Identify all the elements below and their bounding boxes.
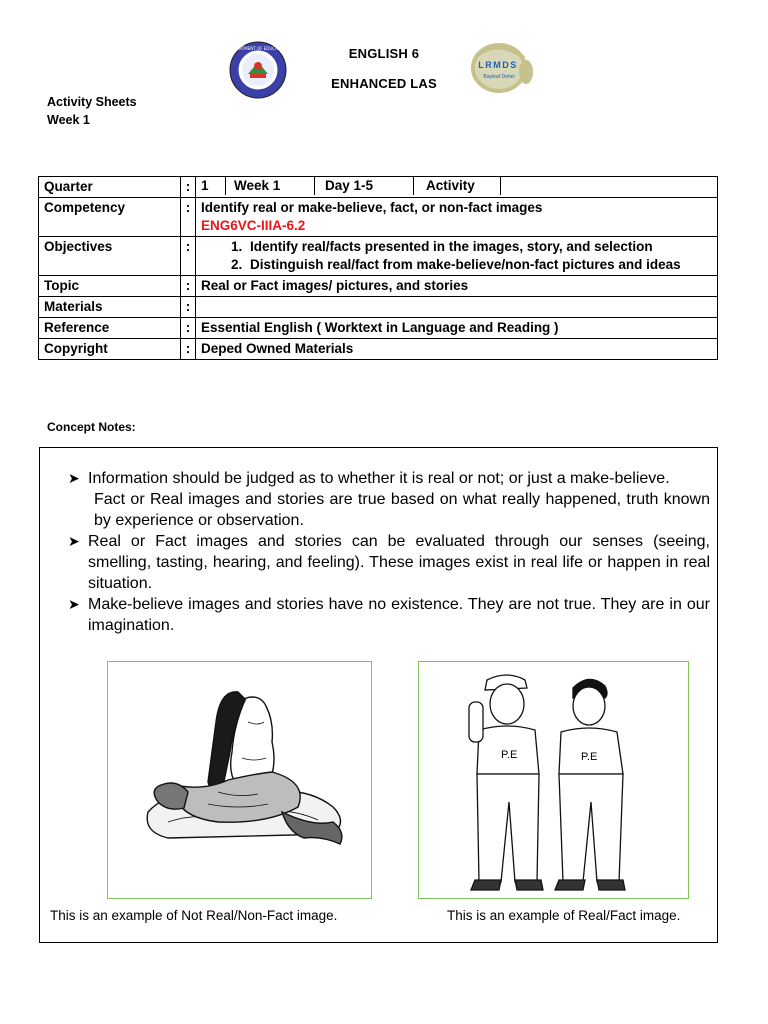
colon: : (181, 318, 196, 339)
activity-sheets-label: Activity Sheets (47, 95, 137, 109)
document-title: ENGLISH 6 (348, 46, 420, 61)
colon: : (181, 198, 196, 237)
arrow-bullet-icon: ➤ (68, 470, 80, 486)
table-row-reference (39, 318, 718, 339)
reference-value: Essential English ( Worktext in Language and Reading ) (196, 318, 718, 339)
svg-text:Bayleaf Dehel: Bayleaf Dehel (483, 74, 515, 80)
week-label: Week 1 (47, 113, 90, 127)
svg-text:LRMDS: LRMDS (478, 60, 518, 70)
objectives-cell (196, 237, 718, 276)
colon: : (181, 237, 196, 276)
bullet-note (68, 531, 710, 594)
lrmds-logo-icon (466, 38, 536, 96)
colon: : (181, 339, 196, 360)
concept-notes-heading: Concept Notes: (47, 420, 136, 434)
table-row-materials (39, 297, 718, 318)
colon: : (181, 297, 196, 318)
arrow-bullet-icon: ➤ (68, 533, 80, 549)
bullet-text: Information should be judged as to whether it is real or not; or just a make-believe. (88, 470, 670, 487)
concept-notes-text (68, 468, 710, 636)
shirt-label: P.E (501, 749, 518, 761)
quarter-value: 1 (196, 177, 226, 195)
materials-label: Materials (39, 297, 181, 318)
table-row-topic (39, 276, 718, 297)
two-boys-illustration-icon (419, 662, 687, 897)
materials-value (196, 297, 718, 318)
colon: : (181, 177, 196, 198)
table-row-competency (39, 198, 718, 237)
objective-item: 2. Distinguish real/fact from make-believe/non-fact pictures and ideas (246, 256, 712, 274)
topic-label: Topic (39, 276, 181, 297)
table-row-copyright (39, 339, 718, 360)
caption-real: This is an example of Real/Fact image. (447, 908, 681, 923)
copyright-value: Deped Owned Materials (196, 339, 718, 360)
competency-cell (196, 198, 718, 237)
colon: : (181, 276, 196, 297)
day-cell: Day 1-5 (315, 177, 414, 195)
competency-code: ENG6VC-IIIA-6.2 (201, 218, 306, 233)
table-row-quarter (39, 177, 718, 198)
topic-value: Real or Fact images/ pictures, and stories (196, 276, 718, 297)
shirt-label: P.E (581, 751, 598, 763)
week-cell: Week 1 (226, 177, 315, 195)
bullet-note (68, 468, 710, 489)
bullet-subtext: Fact or Real images and stories are true based on what really happened, truth known by experience or observation. (94, 491, 710, 529)
reference-label: Reference (39, 318, 181, 339)
objective-item: 1. Identify real/facts presented in the images, story, and selection (246, 238, 712, 256)
arrow-bullet-icon: ➤ (68, 596, 80, 612)
document-subtitle: ENHANCED LAS (331, 76, 437, 91)
objectives-list (201, 238, 712, 274)
mermaid-image-frame (107, 661, 372, 899)
bullet-note (68, 594, 710, 636)
objectives-label: Objectives (39, 237, 181, 276)
caption-not-real: This is an example of Not Real/Non-Fact image. (50, 908, 338, 923)
quarter-label: Quarter (39, 177, 181, 198)
svg-text:DEPARTMENT OF EDUCATION: DEPARTMENT OF EDUCATION (228, 46, 288, 51)
lesson-info-table (38, 176, 718, 360)
competency-label: Competency (39, 198, 181, 237)
competency-value: Identify real or make-believe, fact, or non-fact images (201, 200, 543, 215)
quarter-cells (196, 177, 718, 198)
table-row-objectives (39, 237, 718, 276)
bullet-text: Real or Fact images and stories can be evaluated through our senses (seeing, smelling, tasting, hearing, and feeling). These images exist in real life or happen in real situation. (88, 533, 710, 592)
mermaid-illustration-icon (108, 662, 370, 897)
bullet-text: Make-believe images and stories have no existence. They are not true. They are in our imagination. (88, 596, 710, 634)
concept-notes-box (39, 447, 718, 943)
copyright-label: Copyright (39, 339, 181, 360)
activity-cell: Activity (414, 177, 501, 195)
boys-image-frame (418, 661, 689, 899)
